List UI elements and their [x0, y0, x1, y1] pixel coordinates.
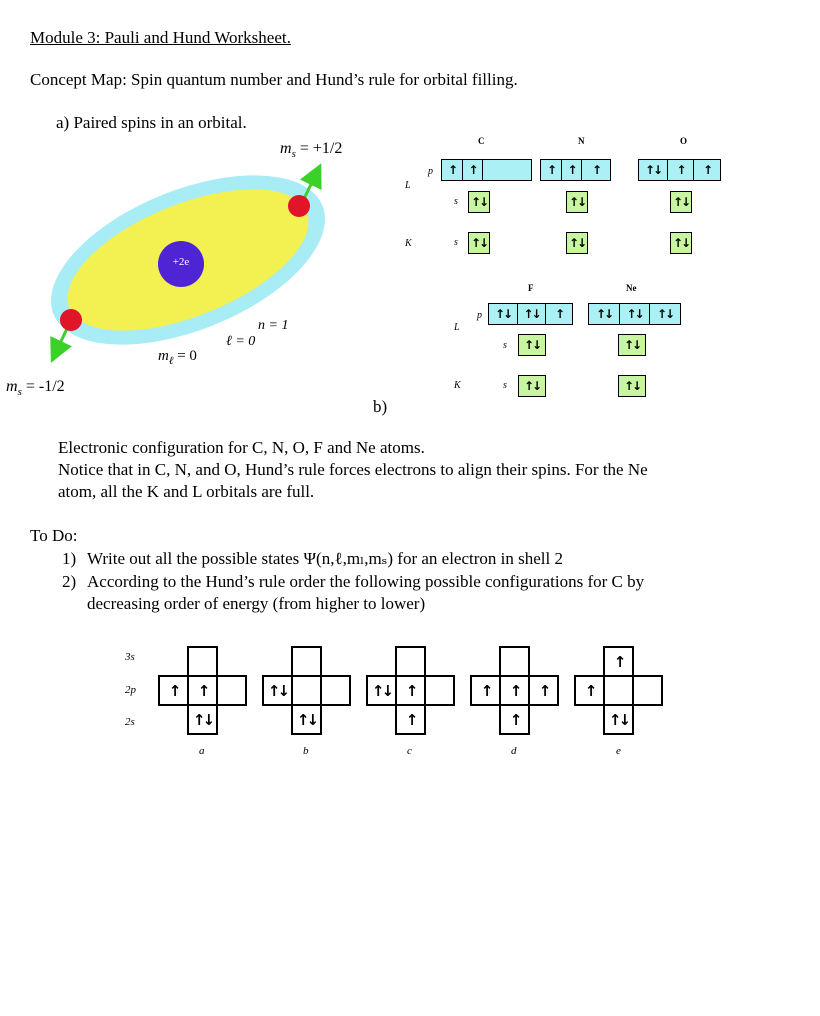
orbital-2p	[216, 675, 247, 706]
ms-minus-label: $m_s = -1/2$	[6, 378, 65, 399]
shell-L-bottom: L	[454, 322, 460, 333]
orbital-box: ↑	[540, 159, 562, 181]
orbital-box: ↑↓	[670, 232, 692, 254]
f-2s-orbital	[518, 334, 546, 356]
todo-item-1-number: 1)	[62, 549, 77, 568]
label-3s: 3s	[125, 651, 135, 663]
label-2p: 2p	[125, 684, 136, 696]
shell-K-top: K	[405, 238, 412, 249]
subshell-p-top: p	[428, 166, 433, 177]
config-d-2p	[470, 675, 559, 706]
todo-item-2-number: 2)	[62, 572, 77, 591]
f-p-orbitals	[488, 303, 573, 325]
part-b-label: b)	[373, 397, 388, 416]
subshell-p-bottom: p	[477, 310, 482, 321]
nucleus-label: +2e	[172, 256, 190, 268]
config-label-d: d	[511, 745, 517, 757]
config-d-2s	[499, 704, 530, 735]
orbital-2p: ↑	[499, 675, 530, 706]
atom-label-f: F	[528, 283, 534, 293]
orbital-2s: ↑↓	[603, 704, 634, 735]
orbital-2p: ↑	[528, 675, 559, 706]
orbital-2p	[632, 675, 663, 706]
orbital-box: ↑↓	[468, 232, 490, 254]
atom-label-n: N	[578, 136, 585, 146]
config-a-2p	[158, 675, 247, 706]
config-a-2s	[187, 704, 218, 735]
subshell-s-bottom: s	[503, 340, 507, 351]
orbital-box: ↑	[581, 159, 611, 181]
config-b	[291, 646, 322, 677]
orbital-2s: ↑↓	[291, 704, 322, 735]
ne-p-orbitals	[588, 303, 681, 325]
orbital-2p	[320, 675, 351, 706]
orbital-box: ↑	[462, 159, 484, 181]
config-b-2s	[291, 704, 322, 735]
n-2s-orbital	[566, 191, 588, 213]
orbital-3s	[499, 646, 530, 677]
config-c	[395, 646, 426, 677]
orbital-2p	[424, 675, 455, 706]
orbital-2p: ↑	[470, 675, 501, 706]
orbital-2s: ↑	[395, 704, 426, 735]
orbital-box: ↑	[545, 303, 573, 325]
config-a	[187, 646, 218, 677]
concept-map: Concept Map: Spin quantum number and Hund’s rule for orbital filling.	[30, 70, 518, 89]
config-b-2p	[262, 675, 351, 706]
config-e-2p	[574, 675, 663, 706]
orbital-2p: ↑	[395, 675, 426, 706]
orbital-box: ↑↓	[638, 159, 668, 181]
orbital-box	[482, 159, 532, 181]
config-c-2p	[366, 675, 455, 706]
n-p-orbitals	[540, 159, 611, 181]
shell-L-top: L	[405, 180, 411, 191]
config-e	[603, 646, 634, 677]
description-line-2: Notice that in C, N, and O, Hund’s rule forces electrons to align their spins. For the Ne	[58, 460, 648, 479]
f-1s-orbital	[518, 375, 546, 397]
c-p-orbitals	[441, 159, 532, 181]
description-line-1: Electronic configuration for C, N, O, F and Ne atoms.	[58, 438, 425, 457]
orbital-box: ↑↓	[566, 232, 588, 254]
orbital-2s: ↑	[499, 704, 530, 735]
orbital-box: ↑↓	[517, 303, 547, 325]
todo-item-2-line-2: decreasing order of energy (from higher to lower)	[87, 594, 426, 613]
orbital-box: ↑	[441, 159, 463, 181]
shell-K-bottom: K	[454, 380, 461, 391]
o-1s-orbital	[670, 232, 692, 254]
orbital-box: ↑↓	[566, 191, 588, 213]
atom-label-ne: Ne	[626, 283, 637, 293]
c-1s-orbital	[468, 232, 490, 254]
config-label-a: a	[199, 745, 205, 757]
orbital-box: ↑↓	[518, 375, 546, 397]
ml-label: $m_\ell = 0$	[158, 348, 197, 367]
todo-item-1: Write out all the possible states Ψ(n,ℓ,mₗ,mₛ) for an electron in shell 2	[87, 549, 563, 568]
orbital-2p: ↑↓	[262, 675, 293, 706]
subshell-s-k-bottom: s	[503, 380, 507, 391]
orbital-2p	[291, 675, 322, 706]
atom-label-c: C	[478, 136, 485, 146]
n-1s-orbital	[566, 232, 588, 254]
subshell-s-k-top: s	[454, 237, 458, 248]
orbital-box: ↑	[693, 159, 721, 181]
ne-1s-orbital	[618, 375, 646, 397]
orbital-box: ↑↓	[588, 303, 620, 325]
orbital-2p: ↑	[158, 675, 189, 706]
orbital-box: ↑↓	[649, 303, 681, 325]
c-2s-orbital	[468, 191, 490, 213]
part-a-label: a) Paired spins in an orbital.	[56, 113, 247, 132]
orbital-2p: ↑↓	[366, 675, 397, 706]
orbital-3s: ↑	[603, 646, 634, 677]
subshell-s-top: s	[454, 196, 458, 207]
orbital-2p: ↑	[187, 675, 218, 706]
ne-2s-orbital	[618, 334, 646, 356]
page-title: Module 3: Pauli and Hund Worksheet.	[30, 28, 291, 47]
orbital-box: ↑↓	[618, 375, 646, 397]
orbital-diagram	[0, 130, 400, 420]
orbital-box: ↑↓	[488, 303, 518, 325]
config-label-c: c	[407, 745, 412, 757]
orbital-box: ↑↓	[468, 191, 490, 213]
ms-plus-label: $m_s = +1/2$	[280, 140, 343, 161]
orbital-2s: ↑↓	[187, 704, 218, 735]
orbital-2p: ↑	[574, 675, 605, 706]
description-line-3: atom, all the K and L orbitals are full.	[58, 482, 315, 501]
electron-bottom	[60, 309, 82, 331]
atom-label-o: O	[680, 136, 688, 146]
orbital-3s	[291, 646, 322, 677]
orbital-box: ↑↓	[619, 303, 651, 325]
config-c-2s	[395, 704, 426, 735]
orbital-box: ↑↓	[618, 334, 646, 356]
config-label-e: e	[616, 745, 621, 757]
config-d	[499, 646, 530, 677]
orbital-box: ↑	[561, 159, 583, 181]
electron-top	[288, 195, 310, 217]
orbital-3s	[395, 646, 426, 677]
orbital-2p	[603, 675, 634, 706]
todo-heading: To Do:	[30, 526, 78, 545]
config-label-b: b	[303, 745, 309, 757]
config-e-2s	[603, 704, 634, 735]
orbital-box: ↑↓	[518, 334, 546, 356]
orbital-box: ↑	[667, 159, 695, 181]
l-label: ℓ = 0	[226, 334, 256, 349]
orbital-box: ↑↓	[670, 191, 692, 213]
orbital-3s	[187, 646, 218, 677]
o-2s-orbital	[670, 191, 692, 213]
o-p-orbitals	[638, 159, 721, 181]
todo-item-2-line-1: According to the Hund’s rule order the following possible configurations for C by	[87, 572, 645, 591]
n-label: n = 1	[258, 318, 289, 333]
label-2s: 2s	[125, 716, 135, 728]
